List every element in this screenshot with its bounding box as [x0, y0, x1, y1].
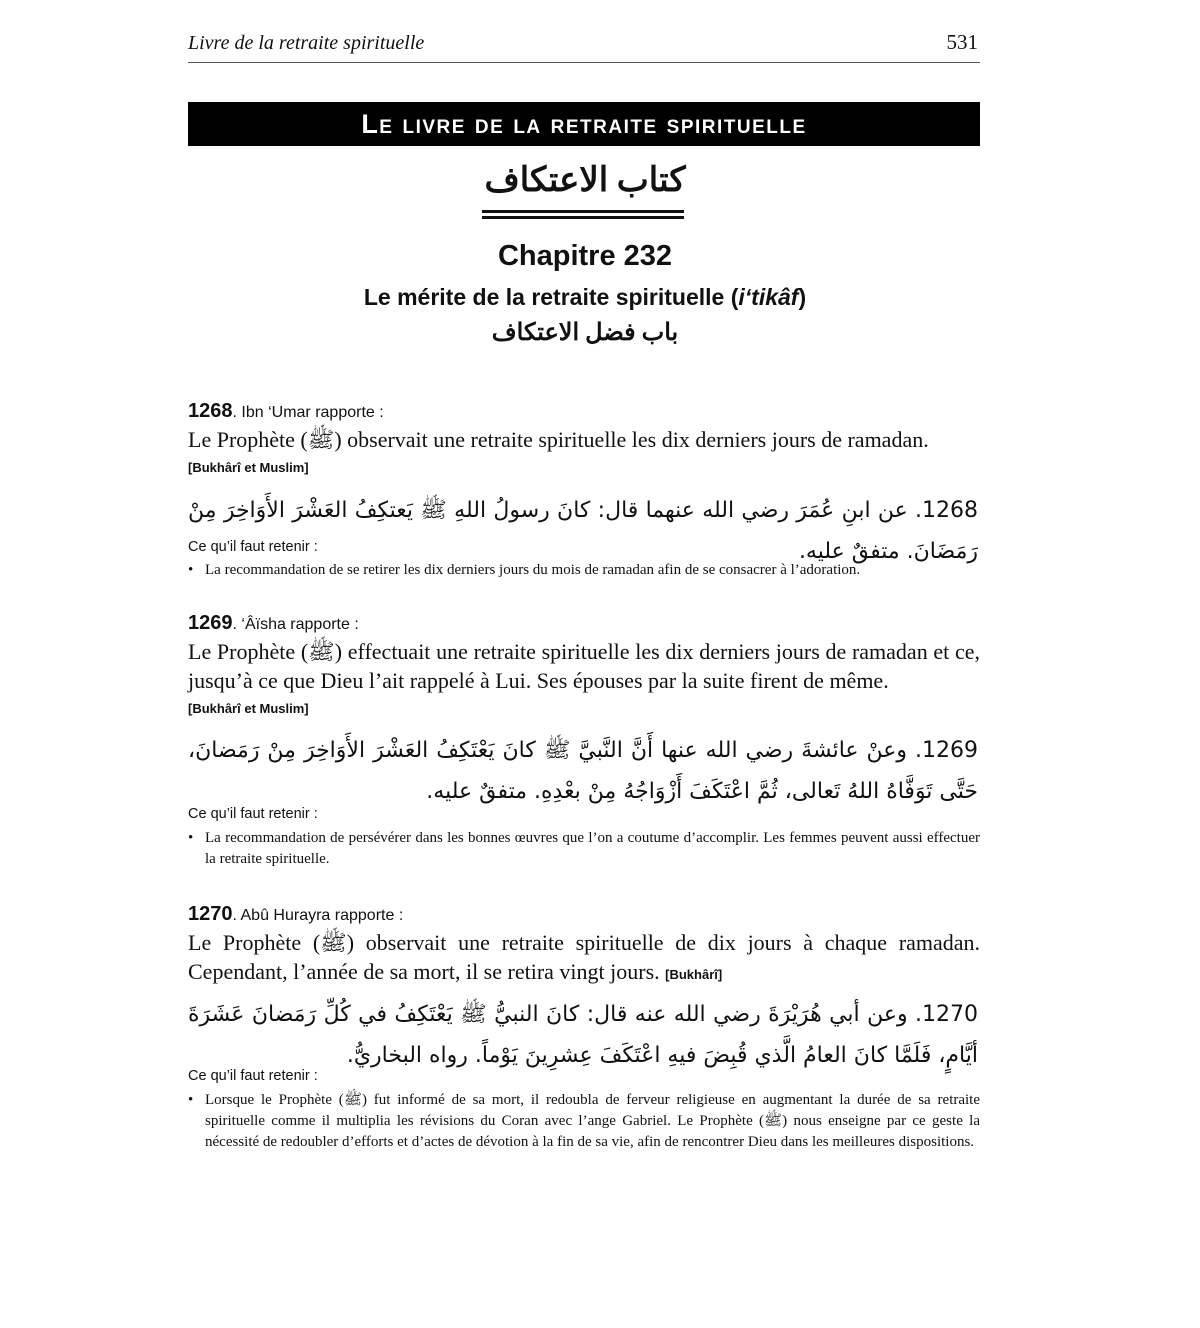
retain-list	[188, 560, 980, 581]
retain-point: • La recommandation de persévérer dans les bonnes œuvres que l’on a coutume d’accomplir. Les femmes peuvent aussi effectuer la retraite spirituelle.	[188, 828, 980, 870]
chapter-title-prefix: Le mérite de la retraite spirituelle (	[363, 284, 739, 310]
hadith-arabic-text: 1268. عن ابنِ عُمَرَ رضي الله عنهما قال: كانَ رسولُ اللهِ ﷺ يَعتكِفُ العَشْرَ الأَوَاخِرَ مِنْ رَمَضَانَ. متفقٌ عليه.	[188, 498, 978, 564]
book-arabic-title: كتاب الاعتكاف	[484, 162, 686, 199]
hadith-text-body: Le Prophète (ﷺ) observait une retraite spirituelle de dix jours à chaque ramadan. Cependant, l’année de sa mort, il se retira vingt jours.	[188, 930, 980, 984]
retain-list	[188, 1090, 980, 1153]
chapter-number: Chapitre 232	[497, 240, 673, 272]
hadith-narrator: . Ibn ‘Umar rapporte :	[232, 404, 384, 421]
retain-point: • Lorsque le Prophète (ﷺ) fut informé de sa mort, il redoubla de ferveur religieuse en augmentant la durée de sa retraite spirituelle comme il multiplia les révisions du Coran avec l’ange Gabriel. Le Prophète (ﷺ) nous enseigne par ce geste la nécessité de redoubler d’efforts et d’actes de dévotion à la fin de sa vie, afin de rencontrer Dieu dans les meilleures dispositions.	[188, 1090, 980, 1153]
hadith-header	[188, 903, 403, 926]
hadith-arabic-text: 1269. وعنْ عائشةَ رضي الله عنها أَنَّ النَّبيَّ ﷺ كانَ يَعْتَكِفُ العَشْرَ الأَوَاخِرَ مِنْ رَمَضانَ، حَتَّى تَوَفَّاهُ اللهُ تَعالى، ثُمَّ اعْتَكَفَ أَزْوَاجُهُ مِنْ بعْدِهِ. متفقٌ عليه.	[188, 738, 978, 804]
hadith-source: [Bukhârî et Muslim]	[188, 460, 309, 475]
chapter-title-suffix: )	[798, 284, 807, 310]
hadith-number: 1268	[188, 400, 233, 422]
chapter-title-term: i‘tikâf	[738, 284, 799, 310]
hadith-text: Le Prophète (ﷺ) effectuait une retraite spirituelle les dix derniers jours de ramadan et ce, jusqu’à ce que Dieu l’ait rappelé à Lui. Ses épouses par la suite firent de même.	[188, 639, 981, 693]
retain-heading: Ce qu’il faut retenir :	[188, 539, 318, 555]
hadith-header	[188, 612, 359, 635]
hadith-text: Le Prophète (ﷺ) observait une retraite spirituelle les dix derniers jours de ramadan.	[188, 427, 929, 452]
hadith-narrator: . Abû Hurayra rapporte :	[232, 907, 404, 924]
retain-heading: Ce qu’il faut retenir :	[188, 1068, 318, 1084]
chapter-arabic-title: باب فضل الاعتكاف	[491, 320, 679, 346]
hadith-arabic-text: 1270. وعن أبي هُرَيْرَةَ رضي الله عنه قال: كانَ النبيُّ ﷺ يَعْتَكِفُ في كُلِّ رَمَضانَ عَشَرَةَ أيَّامٍ، فَلَمَّا كانَ العامُ الَّذي قُبِضَ فيهِ اعْتَكَفَ عِشرِينَ يَوْماً. رواه البخاريُّ.	[188, 1002, 978, 1068]
hadith-narrator: . ‘Âïsha rapporte :	[232, 616, 359, 633]
page-number: 531	[946, 30, 978, 54]
running-header	[188, 30, 980, 63]
chapter-title	[230, 284, 940, 311]
title-rule-top	[482, 210, 684, 213]
book-title-banner: Le livre de la retraite spirituelle	[188, 102, 980, 146]
hadith-number: 1269	[188, 612, 233, 634]
hadith-text	[188, 928, 980, 989]
retain-heading: Ce qu’il faut retenir :	[188, 806, 318, 822]
retain-point: • La recommandation de se retirer les dix derniers jours du mois de ramadan afin de se consacrer à l’adoration.	[188, 560, 980, 581]
hadith-header	[188, 400, 384, 423]
hadith-source: [Bukhârî et Muslim]	[188, 701, 309, 716]
hadith-number: 1270	[188, 903, 233, 925]
title-rule-bottom	[482, 216, 684, 219]
running-title: Livre de la retraite spirituelle	[188, 32, 425, 54]
hadith-source: [Bukhârî]	[665, 967, 723, 982]
retain-list	[188, 828, 980, 870]
